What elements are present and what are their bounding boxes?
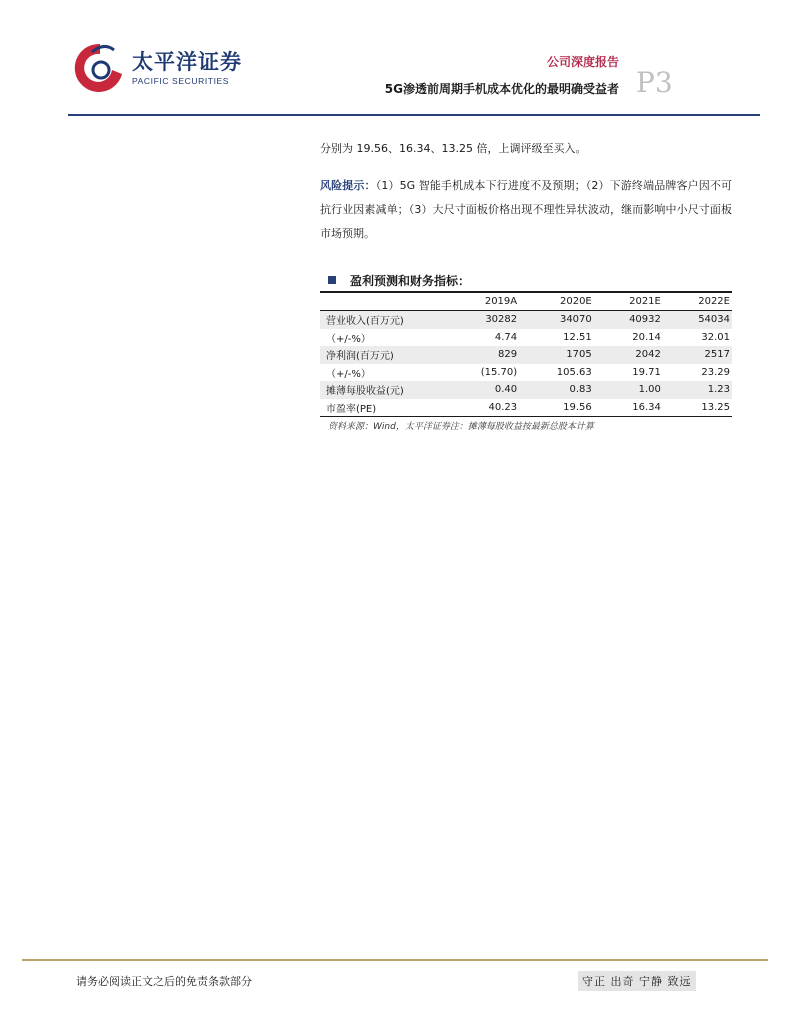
table-cell: 19.71: [632, 366, 661, 378]
table-row: [320, 399, 732, 417]
row-label: （+/-%）: [326, 333, 371, 345]
row-label: 市盈率(PE): [326, 403, 377, 415]
column-header: 2022E: [698, 296, 730, 307]
valuation-paragraph: 分别为 19.56、16.34、13.25 倍，上调评级至买入。: [320, 142, 587, 155]
footer-disclaimer: 请务必阅读正文之后的免责条款部分: [76, 975, 252, 988]
table-cell: 40932: [594, 311, 663, 329]
column-header: 2019A: [484, 296, 518, 307]
column-header: [320, 292, 442, 311]
table-cell: 16.34: [632, 401, 661, 413]
table-cell: 1705: [519, 346, 594, 364]
table-cell: 4.74: [494, 331, 518, 343]
column-header: 2020E: [559, 296, 592, 307]
table-cell: (15.70): [480, 366, 518, 378]
table-cell: 34070: [519, 311, 594, 329]
table-heading: [328, 272, 470, 289]
table-row: [320, 346, 732, 364]
page-number: P3: [636, 66, 673, 99]
table-cell: 1.23: [663, 381, 732, 399]
table-cell: 12.51: [563, 331, 592, 343]
table-cell: 105.63: [556, 366, 592, 378]
table-cell: 0.83: [519, 381, 594, 399]
risk-text: （1）5G 智能手机成本下行进度不及预期；（2）下游终端品牌客户因不可抗行业因素减单；（3）大尺寸面板价格出现不理性异状波动，继而影响中小尺寸面板市场预期。: [320, 179, 733, 240]
row-label: 摊薄每股收益(元): [320, 381, 442, 399]
footer-divider: [22, 959, 768, 961]
table-cell: 2517: [663, 346, 732, 364]
logo-name-en: PACIFIC SECURITIES: [132, 76, 230, 86]
table-row: [320, 381, 732, 399]
table-cell: 13.25: [701, 401, 730, 413]
table-cell: 19.56: [563, 401, 592, 413]
table-cell: 30282: [442, 311, 519, 329]
table-source-note: 资料来源：Wind，太平洋证券注：摊薄每股收益按最新总股本计算: [328, 422, 594, 432]
report-title: 5G渗透前周期手机成本优化的最明确受益者: [384, 82, 619, 96]
table-cell: 0.40: [442, 381, 519, 399]
company-logo: [74, 40, 242, 96]
table-cell: 54034: [663, 311, 732, 329]
row-label: 净利润(百万元): [320, 346, 442, 364]
table-cell: 829: [442, 346, 519, 364]
column-header: 2021E: [629, 296, 661, 307]
header-divider: [68, 114, 760, 116]
financial-forecast-table: [320, 291, 732, 417]
table-row: [320, 329, 732, 347]
risk-label: 风险提示：: [320, 179, 376, 192]
table-cell: 2042: [594, 346, 663, 364]
table-cell: 32.01: [701, 331, 730, 343]
table-cell: 1.00: [594, 381, 663, 399]
row-label: 营业收入(百万元): [320, 311, 442, 329]
footer-motto: 守正 出奇 宁静 致远: [578, 971, 696, 991]
table-cell: 40.23: [488, 401, 518, 413]
logo-mark-icon: [74, 40, 126, 96]
row-label: （+/-%）: [326, 368, 371, 380]
table-cell: 20.14: [632, 331, 661, 343]
bullet-square-icon: [328, 276, 336, 284]
table-row: [320, 311, 732, 329]
table-header-row: [320, 292, 732, 311]
risk-paragraph: [320, 174, 732, 246]
table-heading-text: 盈利预测和财务指标：: [350, 274, 471, 288]
table-row: [320, 364, 732, 382]
report-type: 公司深度报告: [546, 55, 619, 69]
logo-name-cn: 太平洋证券: [132, 50, 242, 74]
table-cell: 23.29: [701, 366, 730, 378]
